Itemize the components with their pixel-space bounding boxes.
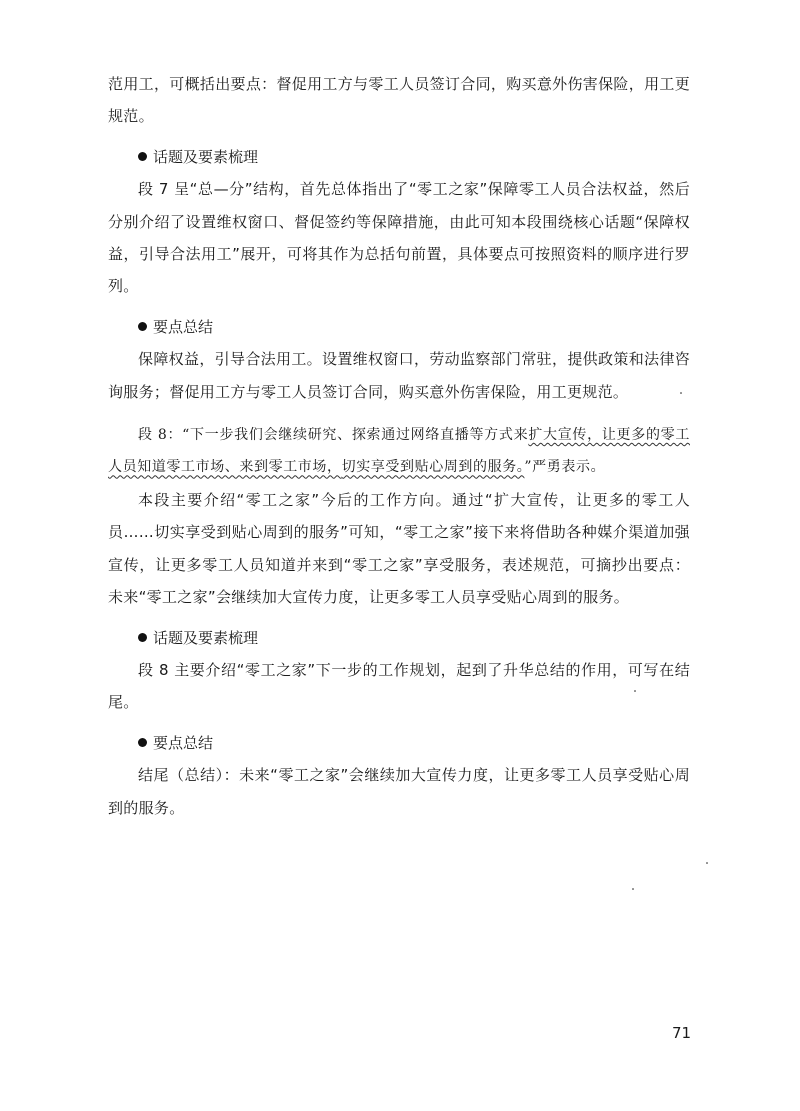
paragraph-structure-8: 段 8 主要介绍“零工之家”下一步的工作规划，起到了升华总结的作用，可写在结尾。 xyxy=(108,660,690,712)
paragraph-key-points-7: 保障权益，引导合法用工。设置维权窗口，劳动监察部门常驻，提供政策和法律咨询服务；督促用工方与零工人员签订合同，购买意外伤害保险，用工更规范。 xyxy=(108,350,690,401)
quote-text: 段 8：“下一步我们会继续研究、探索通过网络直播等方式来 xyxy=(138,427,529,444)
heading-label: 要点总结 xyxy=(153,733,214,752)
quote-text: ”严勇表示。 xyxy=(524,459,606,476)
quote-paragraph-8 xyxy=(108,419,690,484)
heading-label: 要点总结 xyxy=(153,317,214,336)
bullet-dot-icon xyxy=(138,152,147,161)
bullet-heading-key-points xyxy=(108,727,690,759)
scan-speck xyxy=(632,888,634,890)
quote-underlined-text: 扩大宣传，让更多的零工人员知道零工市场、来到零工市场， xyxy=(108,427,690,476)
bullet-heading-topic-elements xyxy=(108,622,690,654)
bullet-dot-icon xyxy=(138,738,147,747)
paragraph-analysis-8: 本段主要介绍“零工之家”今后的工作方向。通过“扩大宣传，让更多的零工人员……切实享受到贴心周到的服务”可知，“零工之家”接下来将借助各种媒介渠道加强宣传，让更多零工人员知道并来到“零工之家”享受服务，表述规范，可摘抄出要点：未来“零工之家”会继续加大宣传力度，让更多零工人员享受贴心周到的服务。 xyxy=(108,490,690,607)
bullet-dot-icon xyxy=(138,322,147,331)
heading-label: 话题及要素梳理 xyxy=(153,628,259,647)
page-number: 71 xyxy=(672,1024,692,1042)
bullet-dot-icon xyxy=(138,633,147,642)
page-content xyxy=(108,68,690,824)
scan-speck xyxy=(634,690,636,692)
bullet-heading-topic-elements xyxy=(108,141,690,173)
quote-underlined-text: 切实享受到贴心周到的服务。 xyxy=(341,459,525,476)
paragraph-continuation: 范用工，可概括出要点：督促用工方与零工人员签订合同，购买意外伤害保险，用工更规范。 xyxy=(108,75,690,126)
scan-speck xyxy=(706,862,708,864)
scan-speck xyxy=(680,392,682,394)
paragraph-conclusion: 结尾（总结）：未来“零工之家”会继续加大宣传力度，让更多零工人员享受贴心周到的服务。 xyxy=(108,766,690,817)
paragraph-analysis-7: 段 7 呈“总—分”结构，首先总体指出了“零工之家”保障零工人员合法权益，然后分别介绍了设置维权窗口、督促签约等保障措施，由此可知本段围绕核心话题“保障权益，引导合法用工”展开，可将其作为总括句前置，具体要点可按照资料的顺序进行罗列。 xyxy=(108,180,690,296)
bullet-heading-key-points xyxy=(108,311,690,343)
heading-label: 话题及要素梳理 xyxy=(153,147,259,166)
